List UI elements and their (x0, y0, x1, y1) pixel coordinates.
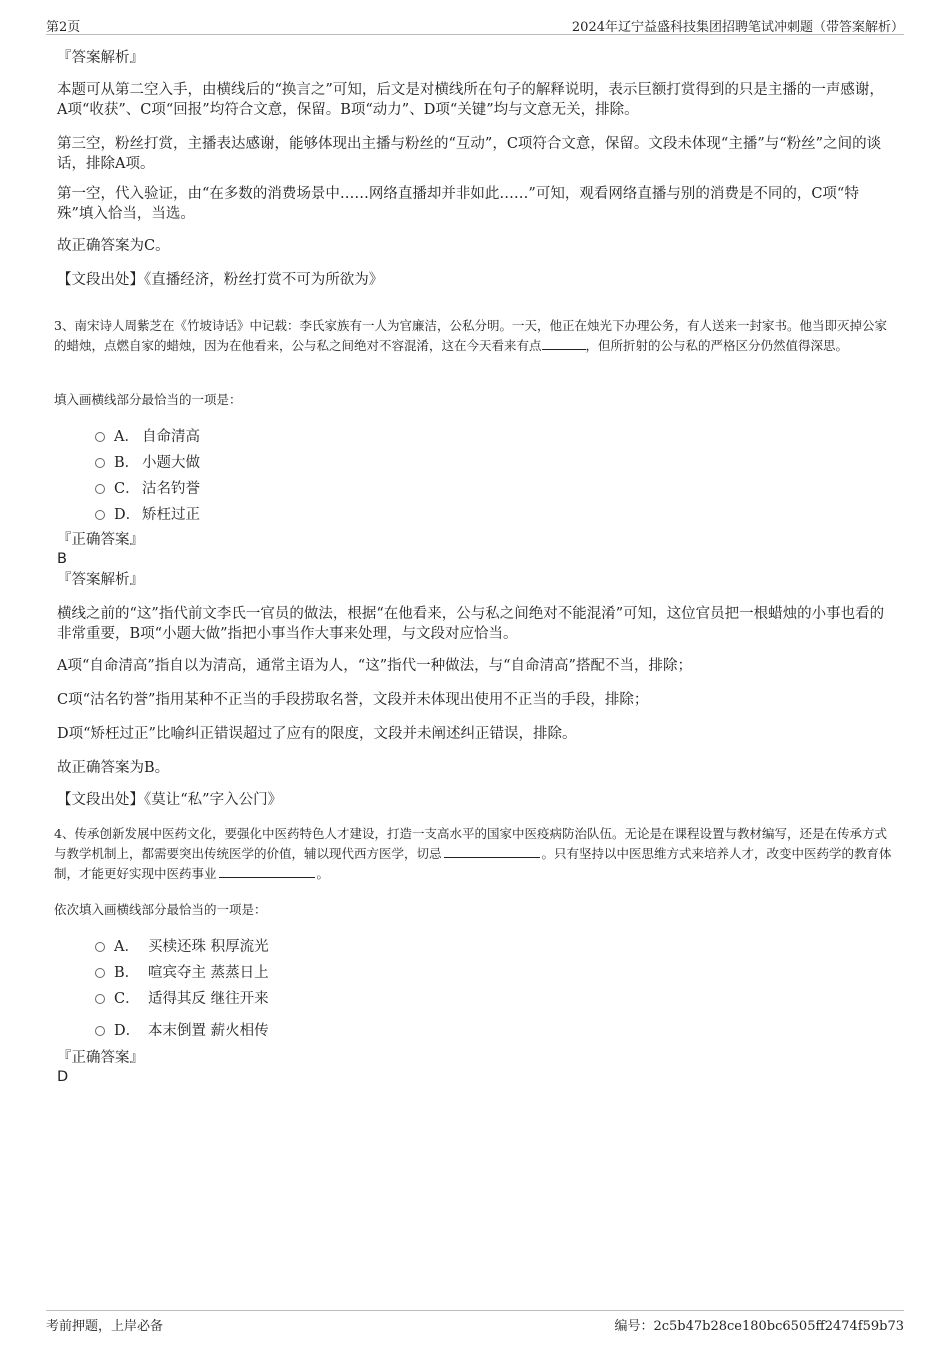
q2-analysis-paragraph: 第一空，代入验证，由“在多数的消费场景中……网络直播却并非如此……”可知，观看网络直播与别的消费是不同的，C项“特殊”填入恰当，当选。 (57, 186, 859, 222)
q3-text-before: 3、南宋诗人周紫芝在《竹坡诗话》中记载：李氏家族有一人为官廉洁，公私分明。一天，他正在烛光下办理公务，有人送来一封家书。他当即灭掉公家的蜡烛，点燃自家的蜡烛，因为在他看来，公与私之间绝对不容混淆，这在今天看来有点 (54, 318, 887, 353)
radio-icon[interactable] (95, 968, 105, 978)
page-header (46, 14, 904, 35)
q3-option-d[interactable]: D． 矫枉过正 (95, 500, 200, 526)
q3-answer: B (57, 551, 67, 567)
q4-blank-1 (444, 844, 540, 858)
q3-analysis-paragraph: 横线之前的“这”指代前文李氏一官员的做法，根据“在他看来，公与私之间绝对不能混淆”可知，这位官员把一根蜡烛的小事也看的非常重要，B项“小题大做”指把小事当作大事来处理，与文段对应恰当。 (57, 606, 885, 642)
q3-analysis-label: 『答案解析』 (57, 572, 144, 588)
q3-analysis-paragraph: D项“矫枉过正”比喻纠正错误超过了应有的限度，文段并未阐述纠正错误，排除。 (57, 726, 577, 742)
page-footer (46, 1310, 904, 1333)
q2-analysis-paragraph: 第三空，粉丝打赏，主播表达感谢，能够体现出主播与粉丝的“互动”，C项符合文意，保留。文段未体现“主播”与“粉丝”之间的谈话，排除A项。 (57, 136, 882, 172)
radio-icon[interactable] (95, 458, 105, 468)
radio-icon[interactable] (95, 432, 105, 442)
q4-option-a[interactable]: A． 买椟还珠 积厚流光 (95, 932, 269, 958)
q4-ask: 依次填入画横线部分最恰当的一项是： (54, 902, 267, 917)
page-number: 第2页 (46, 20, 81, 35)
q3-option-c[interactable]: C． 沽名钓誉 (95, 474, 200, 500)
q2-analysis-label: 『答案解析』 (57, 50, 144, 66)
q4-blank-2 (219, 864, 315, 878)
radio-icon[interactable] (95, 1026, 105, 1036)
q3-analysis-paragraph: A项“自命清高”指自以为清高，通常主语为人，“这”指代一种做法，与“自命清高”搭配不当，排除； (57, 658, 692, 674)
q2-analysis-paragraph: 本题可从第二空入手，由横线后的“换言之”可知，后文是对横线所在句子的解释说明，表示巨额打赏得到的只是主播的一声感谢，A项“收获”、C项“回报”均符合文意，保留。B项“动力”、D项“关键”均与文意无关，排除。 (57, 82, 884, 118)
q3-analysis-paragraph: C项“沽名钓誉”指用某种不正当的手段捞取名誉，文段并未体现出使用不正当的手段，排除； (57, 692, 649, 708)
q4-option-c[interactable]: C． 适得其反 继往开来 (95, 984, 269, 1010)
document-title: 2024年辽宁益盛科技集团招聘笔试冲刺题（带答案解析） (571, 20, 904, 35)
q4-text-2: 。只有坚持以中医思维方式来培养人才，改变中医药学的教育体制，才能更好实现中医药事业 (54, 846, 892, 881)
q3-analysis-paragraph: 故正确答案为B。 (57, 760, 170, 776)
q4-text-3: 。 (316, 866, 330, 881)
q3-text-after: ，但所折射的公与私的严格区分仍然值得深思。 (585, 338, 849, 353)
q4-answer: D (57, 1069, 69, 1085)
radio-icon[interactable] (95, 942, 105, 952)
q3-option-b[interactable]: B． 小题大做 (95, 448, 200, 474)
q3-answer-label: 『正确答案』 (57, 532, 144, 548)
q3-options (95, 422, 200, 526)
q3-ask: 填入画横线部分最恰当的一项是： (54, 392, 242, 407)
q4-option-b[interactable]: B． 喧宾夺主 蒸蒸日上 (95, 958, 269, 984)
q3-option-a[interactable]: A． 自命清高 (95, 422, 200, 448)
q4-text-1: 4、传承创新发展中医药文化，要强化中医药特色人才建设，打造一支高水平的国家中医疫病防治队伍。无论是在课程设置与教材编写，还是在传承方式与教学机制上，都需要突出传统医学的价值，辅以现代西方医学，切忌 (54, 826, 887, 861)
q3-stem (54, 316, 892, 356)
radio-icon[interactable] (95, 994, 105, 1004)
radio-icon[interactable] (95, 510, 105, 520)
q2-analysis-paragraph: 故正确答案为C。 (57, 238, 170, 254)
q4-options (95, 932, 269, 1042)
q4-stem (54, 824, 892, 884)
q3-source: 【文段出处】《莫让“私”字入公门》 (57, 792, 283, 808)
document-code: 编号：2c5b47b28ce180bc6505ff2474f59b73 (614, 1319, 904, 1334)
q2-source: 【文段出处】《直播经济，粉丝打赏不可为所欲为》 (57, 272, 384, 288)
q4-option-d[interactable]: D． 本末倒置 薪火相传 (95, 1016, 269, 1042)
footer-slogan: 考前押题，上岸必备 (46, 1319, 164, 1334)
q3-blank (542, 336, 586, 350)
radio-icon[interactable] (95, 484, 105, 494)
q4-answer-label: 『正确答案』 (57, 1050, 144, 1066)
